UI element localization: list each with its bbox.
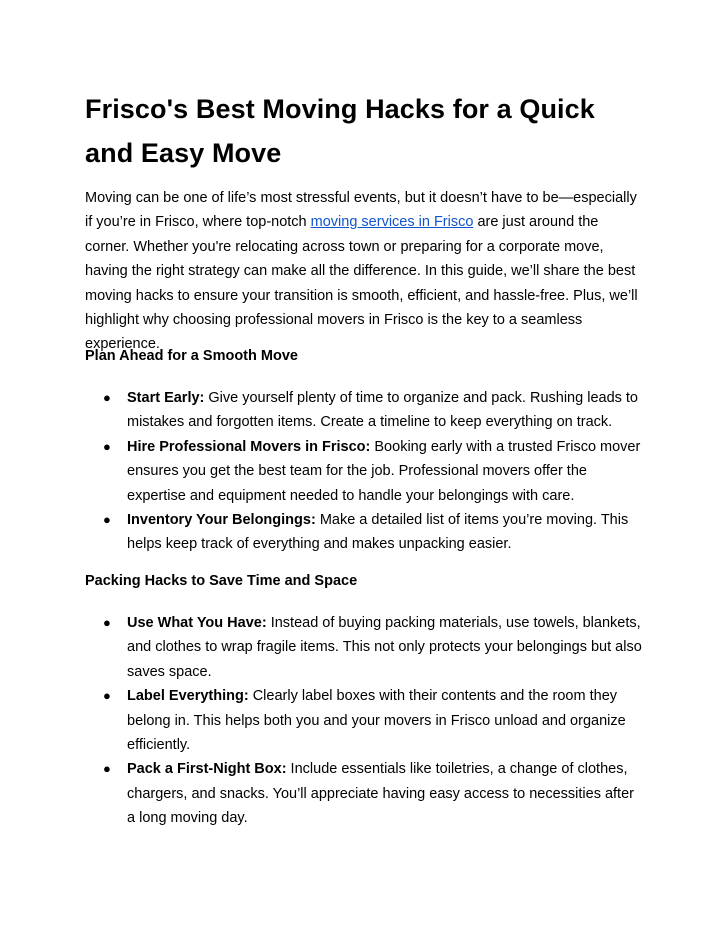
intro-text-after-link: are just around the corner. Whether you're relocating across town or preparing for a corporate move, having the right strategy can make all the difference. In this guide, we’ll share the best moving hacks to ensure your transition is smooth, efficient, and hassle-free. Plus, we’ll highlight why choosing professional movers in Frisco is the key to a seamless experience. — [85, 214, 638, 353]
list-item-text: Booking early with a trusted Frisco mover ensures you get the best team for the job. Professional movers offer the expertise and equipment needed to handle your belongings with care. — [127, 438, 641, 504]
plan-ahead-list — [85, 386, 645, 557]
bullet-icon: ● — [103, 512, 111, 528]
list-item-text: Clearly label boxes with their contents and the room they belong in. This helps both you and your movers in Frisco unload and organize efficiently. — [127, 688, 626, 754]
list-item-label: Start Early: — [127, 390, 205, 406]
list-item-text: Instead of buying packing materials, use towels, blankets, and clothes to wrap fragile items. This not only protects your belongings but also saves space. — [127, 615, 642, 680]
list-item — [85, 386, 645, 435]
section-heading-packing-hacks: Packing Hacks to Save Time and Space — [85, 573, 358, 589]
page-title: Frisco's Best Moving Hacks for a Quick and Easy Move — [85, 94, 595, 168]
list-item-label: Hire Professional Movers in Frisco: — [127, 438, 371, 455]
list-item — [85, 508, 645, 557]
list-item-label: Label Everything: — [127, 688, 249, 705]
moving-services-link[interactable]: moving services in Frisco — [310, 214, 474, 231]
section-heading-plan-ahead: Plan Ahead for a Smooth Move — [85, 348, 298, 364]
list-item — [85, 435, 645, 508]
intro-paragraph — [85, 186, 643, 357]
bullet-icon: ● — [103, 615, 111, 630]
bullet-icon: ● — [103, 761, 111, 777]
list-item — [85, 684, 645, 757]
list-item — [85, 611, 645, 684]
packing-hacks-list — [85, 611, 645, 831]
list-item — [85, 757, 645, 830]
list-item-text: Give yourself plenty of time to organize and pack. Rushing leads to mistakes and forgotten items. Create a timeline to keep everything on track. — [127, 390, 639, 431]
bullet-icon: ● — [103, 688, 111, 704]
list-item-label: Use What You Have: — [127, 615, 267, 631]
list-item-text: Make a detailed list of items you’re moving. This helps keep track of everything and makes unpacking easier. — [127, 512, 629, 553]
list-item-label: Pack a First-Night Box: — [127, 761, 287, 778]
list-item-label: Inventory Your Belongings: — [127, 512, 316, 529]
bullet-icon: ● — [103, 438, 111, 454]
bullet-icon: ● — [103, 390, 111, 405]
intro-text-before-link: Moving can be one of life’s most stressful events, but it doesn’t have to be—especially if you’re in Frisco, where top-notch — [85, 190, 637, 231]
list-item-text: Include essentials like toiletries, a change of clothes, chargers, and snacks. You’ll appreciate having easy access to necessities after a long moving day. — [127, 761, 634, 827]
